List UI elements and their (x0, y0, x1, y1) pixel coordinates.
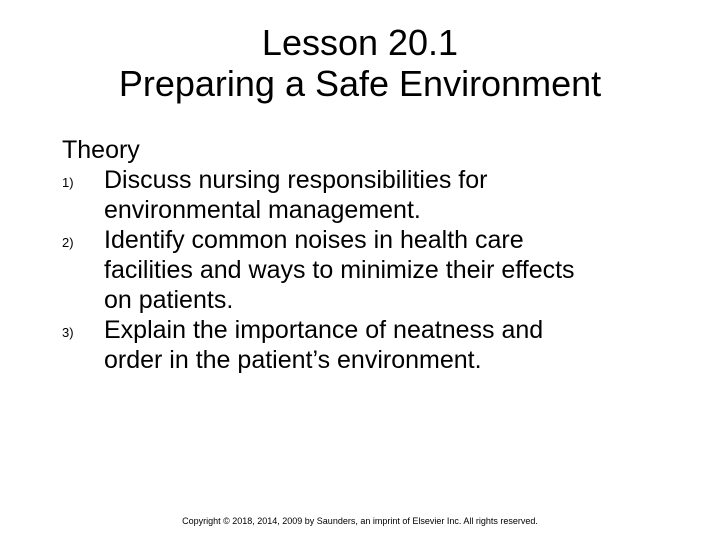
objective-item-1 (62, 165, 702, 225)
objective-number: 1) (62, 175, 74, 190)
slide-title (0, 22, 720, 104)
objective-line: Explain the importance of neatness and (104, 316, 544, 344)
objective-item-3 (62, 315, 702, 375)
slide-content (62, 135, 702, 375)
objective-number: 2) (62, 235, 74, 250)
objective-list (62, 165, 702, 375)
objective-line: order in the patient’s environment. (104, 346, 482, 374)
section-heading: Theory (62, 136, 140, 164)
objective-line: on patients. (104, 286, 234, 314)
objective-line: Discuss nursing responsibilities for (104, 166, 488, 194)
objective-line: environmental management. (104, 196, 421, 224)
copyright-footer: Copyright © 2018, 2014, 2009 by Saunders, an imprint of Elsevier Inc. All rights reserved. (182, 516, 538, 526)
objective-line: facilities and ways to minimize their effects (104, 256, 575, 284)
title-line-2: Preparing a Safe Environment (118, 63, 602, 104)
title-line-1: Lesson 20.1 (261, 22, 459, 63)
objective-number: 3) (62, 325, 74, 340)
objective-line: Identify common noises in health care (104, 226, 524, 254)
objective-item-2 (62, 225, 702, 315)
